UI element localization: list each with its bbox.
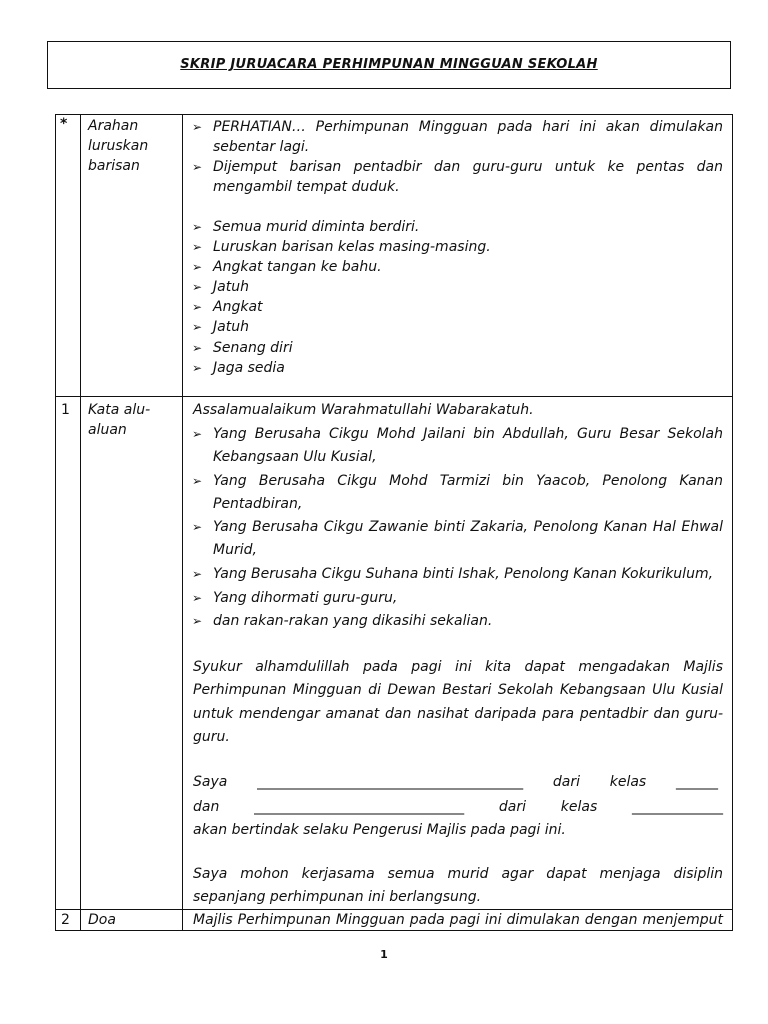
bullet-arrow-icon: ➢ <box>192 260 203 274</box>
bullet-text: Jatuh <box>213 319 249 335</box>
bullet-arrow-icon: ➢ <box>192 520 203 534</box>
greeting-text: Assalamualaikum Warahmatullahi Wabarakatuh. <box>193 402 534 418</box>
bullet-arrow-icon: ➢ <box>192 474 203 488</box>
bullet-text: Semua murid diminta berdiri. <box>213 219 420 235</box>
bullet-arrow-icon: ➢ <box>192 567 203 581</box>
bullet-text: Yang dihormati guru-guru, <box>213 590 398 606</box>
row-label: barisan <box>88 158 140 174</box>
paragraph-line: sepanjang perhimpunan ini berlangsung. <box>193 889 482 905</box>
bullet-arrow-icon: ➢ <box>192 300 203 314</box>
bullet-arrow-icon: ➢ <box>192 160 203 174</box>
bullet-text: Luruskan barisan kelas masing-masing. <box>213 239 491 255</box>
table-divider-number <box>80 114 81 930</box>
table-border-left <box>55 114 56 930</box>
bullet-arrow-icon: ➢ <box>192 220 203 234</box>
paragraph-line: guru. <box>193 729 230 745</box>
bullet-text: PERHATIAN… Perhimpunan Mingguan pada hari ini akan dimulakan <box>213 119 723 135</box>
bullet-text: Jaga sedia <box>213 360 285 376</box>
bullet-text: Kebangsaan Ulu Kusial, <box>213 449 377 465</box>
bullet-text: sebentar lagi. <box>213 139 310 155</box>
bullet-arrow-icon: ➢ <box>192 120 203 134</box>
document-title: SKRIP JURUACARA PERHIMPUNAN MINGGUAN SEKOLAH <box>180 57 598 72</box>
bullet-arrow-icon: ➢ <box>192 591 203 605</box>
bullet-text: Yang Berusaha Cikgu Suhana binti Ishak, Penolong Kanan Kokurikulum, <box>213 566 714 582</box>
bullet-text: dan rakan-rakan yang dikasihi sekalian. <box>213 613 493 629</box>
row-label: Kata alu- <box>88 402 151 418</box>
row-label: aluan <box>88 422 127 438</box>
paragraph-line: Perhimpunan Mingguan di Dewan Bestari Sekolah Kebangsaan Ulu Kusial <box>193 682 723 698</box>
bullet-arrow-icon: ➢ <box>192 614 203 628</box>
bullet-arrow-icon: ➢ <box>192 320 203 334</box>
bullet-text: Yang Berusaha Cikgu Mohd Jailani bin Abdullah, Guru Besar Sekolah <box>213 426 723 442</box>
row-separator-1 <box>55 396 733 397</box>
paragraph-line: Syukur alhamdulillah pada pagi ini kita dapat mengadakan Majlis <box>193 659 723 675</box>
bullet-arrow-icon: ➢ <box>192 361 203 375</box>
paragraph-line: Saya mohon kerjasama semua murid agar dapat menjaga disiplin <box>193 866 723 882</box>
bullet-text: Yang Berusaha Cikgu Mohd Tarmizi bin Yaacob, Penolong Kanan <box>213 473 723 489</box>
bullet-arrow-icon: ➢ <box>192 240 203 254</box>
bullet-text: Yang Berusaha Cikgu Zawanie binti Zakaria, Penolong Kanan Hal Ehwal <box>213 519 723 535</box>
chairperson-blank-line: dan ______________________________ dari kelas _____________ <box>193 799 723 815</box>
bullet-arrow-icon: ➢ <box>192 280 203 294</box>
row-number: * <box>60 116 68 132</box>
bullet-arrow-icon: ➢ <box>192 427 203 441</box>
bullet-text: Dijemput barisan pentadbir dan guru-guru untuk ke pentas dan <box>213 159 723 175</box>
bullet-text: Pentadbiran, <box>213 496 303 512</box>
table-border-right <box>732 114 733 930</box>
table-border-top <box>55 114 733 115</box>
paragraph-line: akan bertindak selaku Pengerusi Majlis pada pagi ini. <box>193 822 566 838</box>
bullet-text: mengambil tempat duduk. <box>213 179 400 195</box>
title-box <box>47 41 731 89</box>
row-label: Arahan <box>88 118 139 134</box>
paragraph-line: untuk mendengar amanat dan nasihat daripada para pentadbir dan guru- <box>193 706 723 722</box>
bullet-text: Murid, <box>213 542 257 558</box>
bullet-text: Angkat tangan ke bahu. <box>213 259 382 275</box>
bullet-text: Angkat <box>213 299 263 315</box>
paragraph-line: Majlis Perhimpunan Mingguan pada pagi ini dimulakan dengan menjemput <box>193 912 723 928</box>
row-label: Doa <box>88 912 116 928</box>
bullet-text: Jatuh <box>213 279 249 295</box>
row-label: luruskan <box>88 138 149 154</box>
row-number: 1 <box>61 402 70 418</box>
chairperson-blank-line: Saya ______________________________________ dari kelas ______ <box>193 774 718 790</box>
table-divider-label <box>182 114 183 930</box>
bullet-arrow-icon: ➢ <box>192 341 203 355</box>
row-number: 2 <box>61 912 70 928</box>
bullet-text: Senang diri <box>213 340 293 356</box>
page-number: 1 <box>380 948 388 961</box>
table-border-bottom <box>55 930 733 931</box>
